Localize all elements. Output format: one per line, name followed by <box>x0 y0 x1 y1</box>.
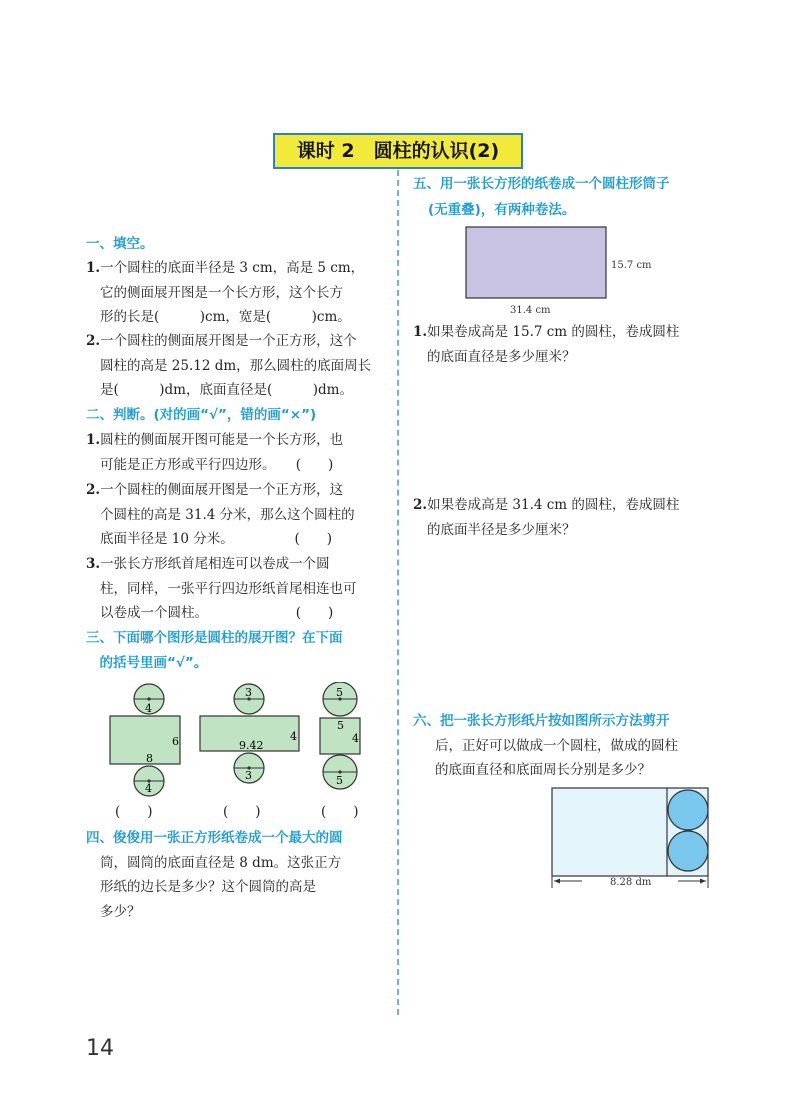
sec1-question-1 <box>86 256 386 330</box>
sec5-question-1 <box>413 320 713 369</box>
lesson-title: 课时 2 圆柱的认识(2) <box>273 133 523 169</box>
base-circle-bottom <box>668 831 708 871</box>
page-number: 14 <box>86 1036 114 1061</box>
question-line: 如果卷成高是 15.7 cm 的圆柱，卷成圆柱 <box>427 324 680 340</box>
section-5-heading-line-2: (无重叠)，有两种卷法。 <box>428 202 576 218</box>
arrow-left-icon <box>554 879 560 884</box>
question-line: 一张长方形纸首尾相连可以卷成一个圆 <box>100 556 330 572</box>
net-b-top-label: 3 <box>245 686 252 699</box>
net-a-top-center <box>147 697 150 700</box>
question-line: 以卷成一个圆柱。 ( ) <box>100 605 334 621</box>
section-4-heading: 四、俊俊用一张正方形纸卷成一个最大的圆 <box>86 830 343 846</box>
sec1-question-2 <box>86 329 386 403</box>
question-line: 的底面直径是多少厘米？ <box>427 348 576 365</box>
paper-rectangle <box>466 227 606 298</box>
question-line: 一个圆柱的底面半径是 3 cm，高是 5 cm， <box>100 260 365 276</box>
section-1-heading: 一、填空。 <box>86 236 154 252</box>
question-number: 2. <box>413 497 428 513</box>
net-a-top-label: 4 <box>145 702 152 715</box>
net-b-length-label: 9.42 <box>239 739 264 752</box>
question-line: 筒，圆筒的底面直径是 8 dm。这张正方 <box>100 854 342 871</box>
question-line: 的底面直径和底面周长分别是多少？ <box>435 762 651 778</box>
question-line: 形的长是( )cm，宽是( )cm。 <box>100 309 351 325</box>
question-number: 2. <box>86 333 101 349</box>
question-line: 多少？ <box>100 903 141 920</box>
sec2-question-1 <box>86 428 386 477</box>
question-number: 1. <box>413 324 428 340</box>
question-line: 它的侧面展开图是一个长方形，这个长方 <box>100 284 343 301</box>
paper-rectangle-figure <box>460 222 700 318</box>
question-line: 圆柱的高是 25.12 dm，那么圆柱的底面周长 <box>100 357 372 374</box>
section-5-heading-line-1: 五、用一张长方形的纸卷成一个圆柱形筒子 <box>413 176 670 192</box>
column-divider <box>397 170 399 1015</box>
question-line: 可能是正方形或平行四边形。 ( ) <box>100 456 334 473</box>
base-circle-top <box>668 790 708 830</box>
question-line: 一个圆柱的侧面展开图是一个正方形，这 <box>100 482 344 498</box>
answer-paren-b[interactable]: ( ) <box>223 804 261 820</box>
question-number: 1. <box>86 260 101 276</box>
rect-width-label: 31.4 cm <box>510 305 551 316</box>
question-line: 是( )dm，底面直径是( )dm。 <box>100 382 353 398</box>
question-line: 的底面半径是多少厘米？ <box>427 521 576 538</box>
arrow-right-icon <box>700 879 706 884</box>
question-line: 柱，同样，一张平行四边形纸首尾相连也可 <box>100 580 357 597</box>
question-number: 2. <box>86 482 101 498</box>
net-c-bottom-label: 5 <box>336 774 343 787</box>
question-line: 一个圆柱的侧面展开图是一个正方形，这个 <box>100 333 357 349</box>
question-line: 圆柱的侧面展开图可能是一个长方形，也 <box>100 432 344 448</box>
net-figure-a <box>110 684 180 796</box>
question-line: 如果卷成高是 31.4 cm 的圆柱，卷成圆柱 <box>427 497 680 513</box>
sec2-question-3 <box>86 552 386 626</box>
net-figure-c <box>320 682 360 789</box>
section-3-heading-line-1: 三、下面哪个图形是圆柱的展开图？在下面 <box>86 630 343 646</box>
net-c-side-label: 4 <box>352 732 359 745</box>
section-6 <box>413 709 713 783</box>
question-line: 个圆柱的高是 31.4 分米，那么这个圆柱的 <box>100 506 355 523</box>
section-4 <box>86 826 386 924</box>
cut-paper-figure <box>548 784 714 892</box>
question-number: 1. <box>86 432 101 448</box>
question-line: 形纸的边长是多少？这个圆筒的高是 <box>100 879 316 895</box>
cylinder-nets-figure <box>100 682 390 800</box>
answer-paren-a[interactable]: ( ) <box>115 804 153 820</box>
net-a-rectangle <box>110 716 180 764</box>
sec5-question-2 <box>413 493 713 542</box>
net-a-length-label: 8 <box>146 752 153 765</box>
net-b-bottom-label: 3 <box>245 769 252 782</box>
section-6-heading: 六、把一张长方形纸片按如图所示方法剪开 <box>413 713 670 729</box>
rect-height-label: 15.7 cm <box>611 260 652 271</box>
net-c-top-label: 5 <box>336 686 343 699</box>
section-3-heading-line-2: 的括号里画“√”。 <box>86 655 208 671</box>
question-line: 底面半径是 10 分米。 ( ) <box>100 531 333 547</box>
question-number: 3. <box>86 556 101 572</box>
section-2-heading: 二、判断。(对的画“√”，错的画“×”) <box>86 407 317 423</box>
net-b-side-label: 4 <box>290 730 297 743</box>
net-figure-b <box>200 684 299 783</box>
sec2-question-2 <box>86 478 386 552</box>
answer-paren-c[interactable]: ( ) <box>321 804 359 820</box>
net-c-inner-label: 5 <box>337 719 344 732</box>
net-a-side-label: 6 <box>172 735 179 748</box>
question-line: 后，正好可以做成一个圆柱，做成的圆柱 <box>435 737 678 754</box>
dimension-label: 8.28 dm <box>610 877 652 888</box>
net-a-bottom-label: 4 <box>145 782 152 795</box>
